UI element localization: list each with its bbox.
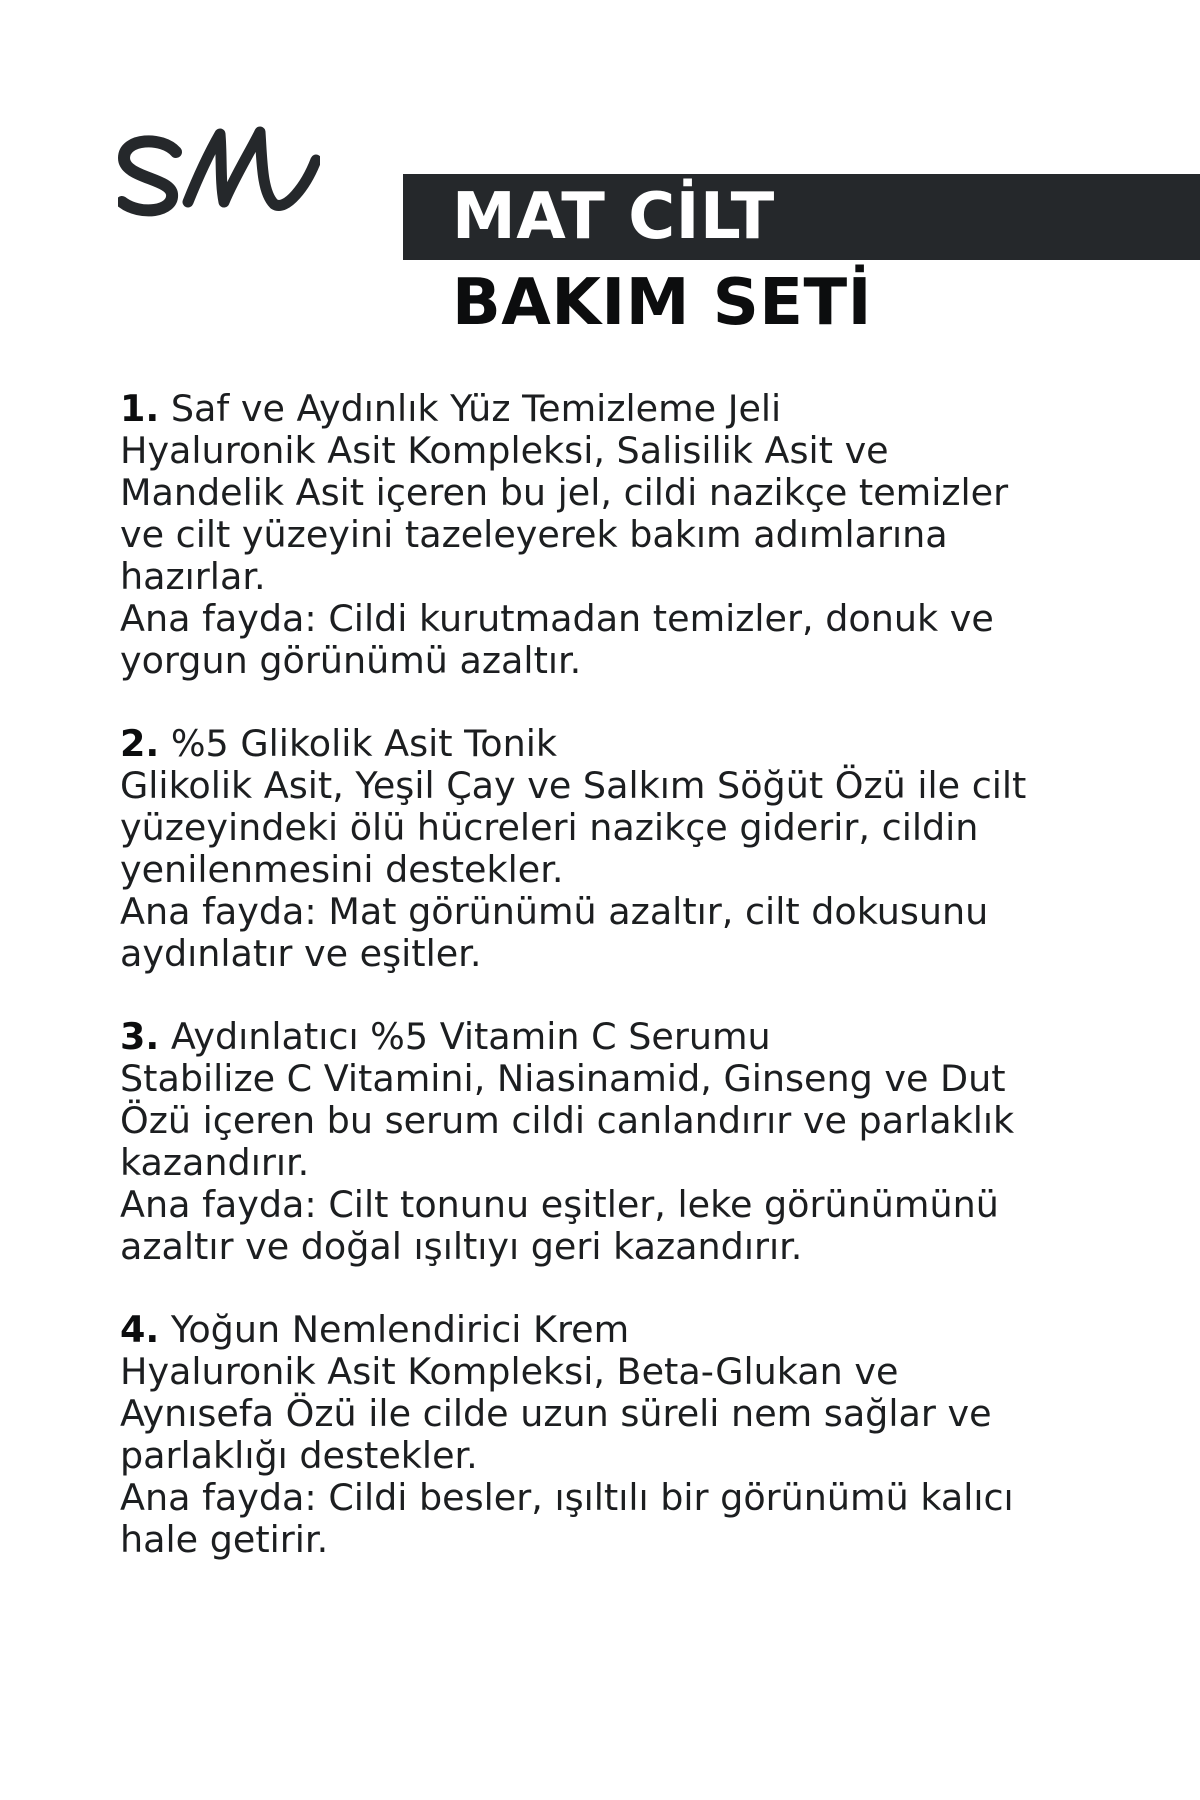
product-description-line: Glikolik Asit, Yeşil Çay ve Salkım Söğüt Özü ile cilt [120, 764, 1027, 807]
product-list [120, 388, 1150, 1602]
product-item [120, 1309, 1150, 1561]
product-benefit-line: yorgun görünümü azaltır. [120, 639, 582, 682]
product-benefit-line: hale getirir. [120, 1518, 329, 1561]
product-title [120, 723, 1150, 765]
product-description-line: Hyaluronik Asit Kompleksi, Salisilik Asit ve [120, 429, 889, 472]
product-item [120, 1016, 1150, 1268]
product-title [120, 1309, 1150, 1351]
product-description-line: parlaklığı destekler. [120, 1434, 478, 1477]
product-description-line: hazırlar. [120, 555, 266, 598]
product-description-line: Özü içeren bu serum cildi canlandırır ve parlaklık [120, 1099, 1015, 1142]
product-description-line: Aynısefa Özü ile cilde uzun süreli nem sağlar ve [120, 1392, 992, 1435]
product-number: 2. [120, 722, 160, 765]
product-benefit-line: aydınlatır ve eşitler. [120, 932, 482, 975]
product-title [120, 1016, 1150, 1058]
product-number: 3. [120, 1015, 160, 1058]
sn-script-logo-icon [118, 122, 320, 232]
title-line-1: MAT CİLT [452, 180, 775, 254]
product-description-line: ve cilt yüzeyini tazeleyerek bakım adımlarına [120, 513, 948, 556]
product-description-line: yenilenmesini destekler. [120, 848, 564, 891]
product-description-line: yüzeyindeki ölü hücreleri nazikçe giderir, cildin [120, 806, 979, 849]
product-number: 1. [120, 387, 160, 430]
product-title [120, 388, 1150, 430]
title-line-2: BAKIM SETİ [452, 266, 872, 340]
product-benefit-line: Ana fayda: Mat görünümü azaltır, cilt dokusunu [120, 890, 989, 933]
product-benefit-line: azaltır ve doğal ışıltıyı geri kazandırır. [120, 1225, 803, 1268]
product-benefit-line: Ana fayda: Cildi besler, ışıltılı bir görünümü kalıcı [120, 1476, 1014, 1519]
product-description-line: kazandırır. [120, 1141, 310, 1184]
product-name: Yoğun Nemlendirici Krem [170, 1308, 630, 1351]
product-description-line: Hyaluronik Asit Kompleksi, Beta-Glukan ve [120, 1350, 899, 1393]
product-name: Saf ve Aydınlık Yüz Temizleme Jeli [170, 387, 782, 430]
product-description-line: Stabilize C Vitamini, Niasinamid, Ginseng ve Dut [120, 1057, 1006, 1100]
product-name: %5 Glikolik Asit Tonik [170, 722, 558, 765]
product-item [120, 388, 1150, 682]
product-number: 4. [120, 1308, 160, 1351]
product-name: Aydınlatıcı %5 Vitamin C Serumu [170, 1015, 771, 1058]
brand-logo [118, 122, 320, 232]
product-benefit-line: Ana fayda: Cildi kurutmadan temizler, donuk ve [120, 597, 994, 640]
product-description-line: Mandelik Asit içeren bu jel, cildi nazikçe temizler [120, 471, 1009, 514]
product-benefit-line: Ana fayda: Cilt tonunu eşitler, leke görünümünü [120, 1183, 999, 1226]
product-item [120, 723, 1150, 975]
